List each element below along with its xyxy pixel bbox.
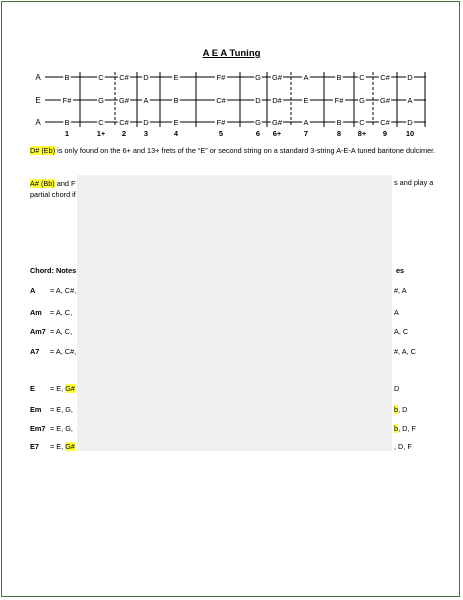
note-label: C [98,118,104,127]
note-label: E [303,96,309,105]
note-label: D [407,118,413,127]
note-d-sharp [30,145,440,156]
fret-number: 5 [218,129,224,138]
chord-notes-right [394,442,412,451]
note-label: F# [216,73,226,82]
note-label: A [407,96,413,105]
chord-notes-text: = E, [50,442,66,451]
chord-notes-text: = A, C, [50,308,73,317]
chord-notes-text: #, A [394,286,407,295]
note-a-sharp-text: and F [54,179,76,188]
chord-notes-text: D [394,384,400,393]
chord-notes-text: = E, G, [50,405,73,414]
note-label: A [143,96,149,105]
chord-notes-text: = E, [50,384,66,393]
note-label: F# [62,96,72,105]
note-d-sharp-text: is only found on the 6+ and 13+ frets of the “E” or second string on a standard 3-string A-E-A tuned baritone dulcimer. [55,146,436,155]
string-name: A [35,118,41,127]
fretboard-diagram [0,0,463,145]
note-label: D# [272,96,282,105]
chord-name: A [30,286,36,295]
chord-notes-left [50,424,73,433]
note-label: C [359,73,365,82]
chord-notes-text: #, A, C [394,347,416,356]
chord-notes-left [50,347,76,356]
note-label: C# [119,73,129,82]
note-label: G [255,118,261,127]
fret-number: 3 [143,129,149,138]
note-label: C# [119,118,129,127]
note-d-sharp-highlight: D# (Eb) [30,146,56,155]
note-label: G# [379,96,391,105]
fret-number: 2 [121,129,127,138]
chord-notes-right [394,384,399,393]
note-label: G# [118,96,130,105]
chord-notes-text: = A, C, [50,327,73,336]
page-title: A E A Tuning [202,48,261,59]
chord-notes-text: , D, F [398,424,416,433]
note-label: C# [380,73,390,82]
chord-notes-right [394,424,416,433]
note-label: C [98,73,104,82]
note-label: C# [216,96,226,105]
note-label: C [359,118,365,127]
note-label: G [98,96,104,105]
chord-notes-right [394,347,416,356]
fret-number: 1 [64,129,70,138]
chord-note-highlight: G# [65,442,75,451]
chord-notes-left [50,405,73,414]
chord-notes-right [394,405,407,414]
note-a-sharp-text-end: s and play a [394,178,434,187]
fret-number: 7 [303,129,309,138]
note-label: D [255,96,261,105]
chord-notes-text: A [394,308,399,317]
note-label: G [255,73,261,82]
note-label: B [173,96,179,105]
fret-number: 6 [255,129,261,138]
note-label: E [173,118,179,127]
note-a-sharp-highlight: A# (Bb) [30,179,55,188]
note-a-sharp-line2: partial chord if [30,190,76,199]
note-label: C# [380,118,390,127]
chord-name: E [30,384,35,393]
chord-name: Am [30,308,42,317]
chord-name: Am7 [30,327,46,336]
chords-header-right: es [396,266,405,275]
chord-name: Em7 [30,424,46,433]
chord-notes-right [394,308,399,317]
note-label: G [359,96,365,105]
chord-note-highlight: b [394,424,399,433]
note-label: A [303,118,309,127]
note-label: B [64,118,70,127]
fret-number: 4 [173,129,179,138]
chord-note-highlight: b [394,405,399,414]
chord-note-highlight: G# [65,384,75,393]
note-label: A [303,73,309,82]
fret-number: 9 [382,129,388,138]
chord-notes-text: A, C [394,327,409,336]
redacted-area [77,175,392,451]
note-label: B [336,118,342,127]
fret-number: 10 [405,129,415,138]
note-label: F# [216,118,226,127]
chord-name: E7 [30,442,39,451]
note-label: D [143,118,149,127]
note-label: G# [271,118,283,127]
fret-number: 6+ [272,129,282,138]
note-label: E [173,73,179,82]
string-name: A [35,73,41,82]
note-label: F# [334,96,344,105]
note-label: G# [271,73,283,82]
chord-notes-text: = E, G, [50,424,73,433]
chord-notes-left [50,286,76,295]
chord-notes-text: , D, F [394,442,412,451]
fret-number: 1+ [96,129,106,138]
chord-notes-left [50,308,72,317]
chords-header-left: Chord: Notes [30,266,77,275]
chord-name: Em [30,405,42,414]
chord-notes-left [50,384,75,393]
fret-number: 8 [336,129,342,138]
chord-notes-left [50,442,75,451]
chord-notes-text: = A, C#, [50,347,77,356]
note-label: B [336,73,342,82]
chord-notes-text: , D [398,405,408,414]
fret-number: 8+ [357,129,367,138]
chord-notes-text: = A, C#, [50,286,77,295]
chord-notes-right [394,327,408,336]
chord-notes-right [394,286,407,295]
note-label: D [143,73,149,82]
chord-name: A7 [30,347,40,356]
chord-notes-left [50,327,72,336]
note-label: B [64,73,70,82]
string-name: E [35,96,41,105]
note-label: D [407,73,413,82]
